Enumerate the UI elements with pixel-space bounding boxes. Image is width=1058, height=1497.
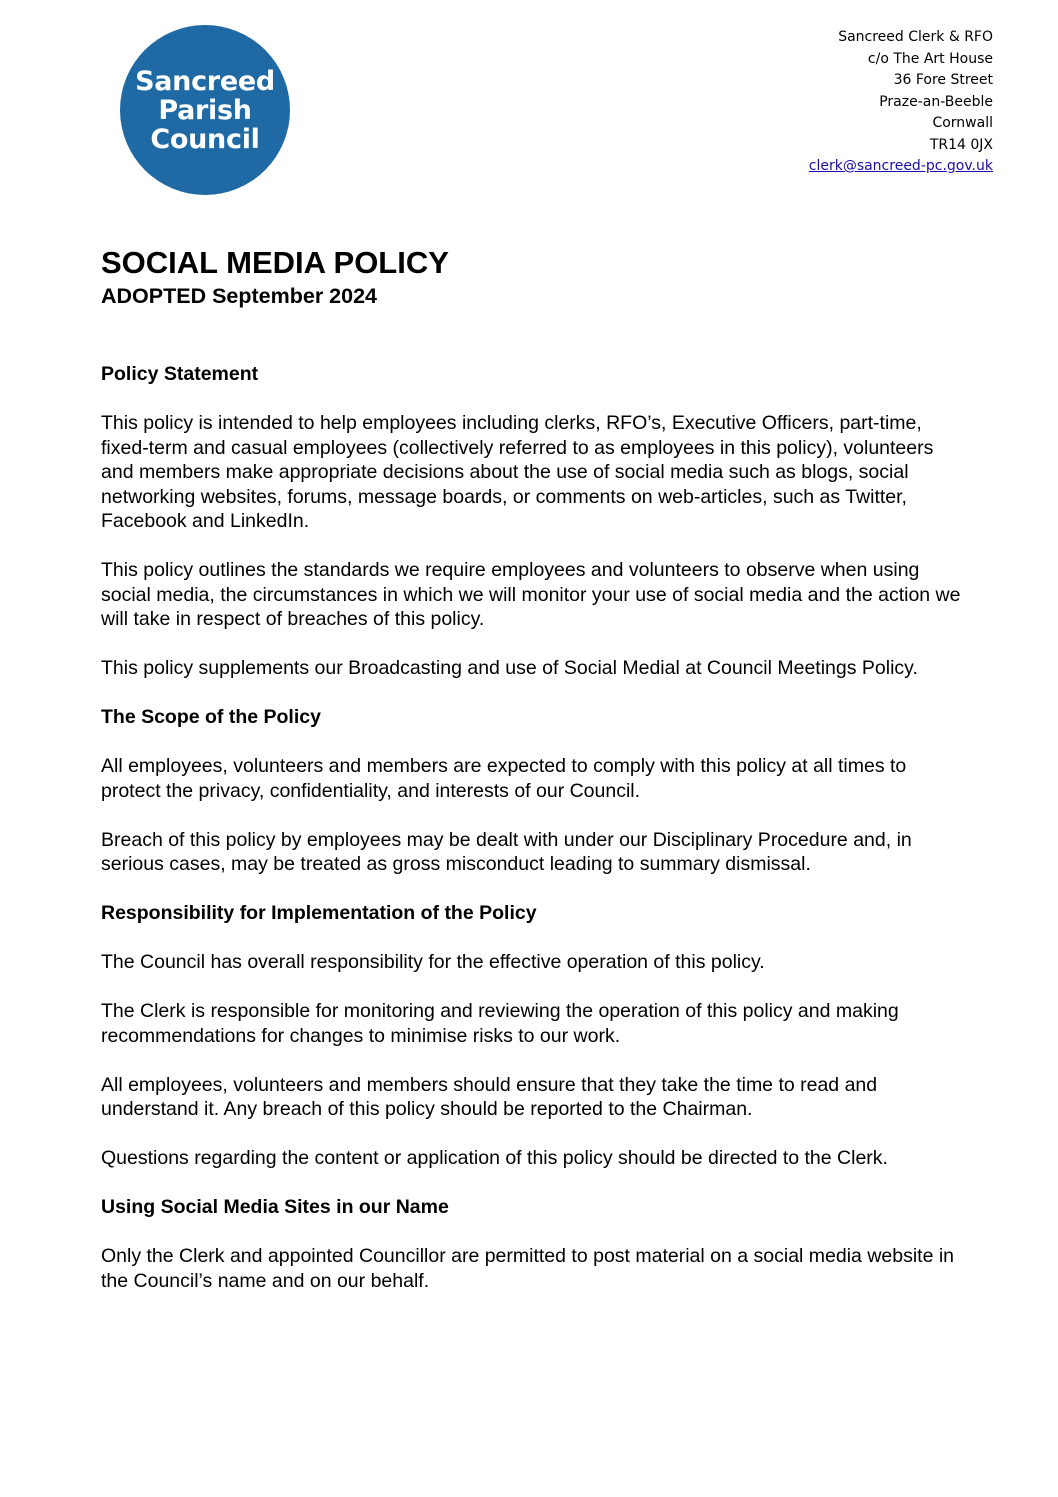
paragraph: Only the Clerk and appointed Councillor are permitted to post material on a social media website in the Council’s name and on our behalf. — [101, 1245, 955, 1292]
address-line-3: 36 Fore Street — [893, 72, 993, 88]
section-heading: Responsibility for Implementation of the Policy — [101, 902, 537, 924]
document-body — [101, 244, 961, 1318]
logo-line-2: Parish — [158, 94, 252, 126]
council-logo — [120, 25, 290, 195]
paragraph: The Council has overall responsibility for the effective operation of this policy. — [101, 951, 765, 973]
section-using-social-media — [101, 1195, 961, 1293]
paragraph: The Clerk is responsible for monitoring and reviewing the operation of this policy and making recommendations for changes to minimise risks to our work. — [101, 1000, 899, 1047]
section-scope — [101, 705, 961, 877]
section-policy-statement — [101, 362, 961, 681]
address-line-4: Praze-an-Beeble — [879, 93, 993, 110]
address-line-1: Sancreed Clerk & RFO — [838, 29, 993, 45]
section-heading: Policy Statement — [101, 363, 259, 385]
logo-line-1: Sancreed — [135, 65, 275, 97]
section-heading: The Scope of the Policy — [101, 706, 321, 728]
email-link[interactable]: clerk@sancreed-pc.gov.uk — [808, 158, 993, 174]
address-line-5: Cornwall — [932, 115, 993, 131]
paragraph: Breach of this policy by employees may be dealt with under our Disciplinary Procedure and, in serious cases, may be treated as gross misconduct leading to summary dismissal. — [101, 828, 912, 875]
paragraph: This policy outlines the standards we require employees and volunteers to observe when using social media, the circumstances in which we will monitor your use of social media and the action we will take in respect of breaches of this policy. — [101, 559, 961, 630]
address-line-2: c/o The Art House — [867, 50, 993, 67]
paragraph: This policy is intended to help employees including clerks, RFO’s, Executive Officers, part-time, fixed-term and casual employees (collectively referred to as employees in this policy), volunteers and members make appropriate decisions about the use of social media such as blogs, social networking websites, forums, message boards, or comments on web-articles, such as Twitter, Facebook and LinkedIn. — [101, 412, 934, 532]
paragraph: Questions regarding the content or application of this policy should be directed to the Clerk. — [101, 1147, 888, 1169]
address-block — [809, 27, 993, 178]
address-line-6: TR14 0JX — [929, 136, 993, 153]
paragraph: All employees, volunteers and members are expected to comply with this policy at all times to protect the privacy, confidentiality, and interests of our Council. — [101, 755, 907, 802]
document-subtitle: ADOPTED September 2024 — [101, 284, 378, 308]
paragraph: All employees, volunteers and members should ensure that they take the time to read and understand it. Any breach of this policy should be reported to the Chairman. — [101, 1073, 878, 1120]
section-heading: Using Social Media Sites in our Name — [101, 1196, 449, 1218]
document-title: SOCIAL MEDIA POLICY — [101, 245, 449, 280]
section-responsibility — [101, 901, 961, 1171]
logo-line-3: Council — [150, 123, 260, 155]
paragraph: This policy supplements our Broadcasting and use of Social Medial at Council Meetings Policy. — [101, 657, 918, 679]
